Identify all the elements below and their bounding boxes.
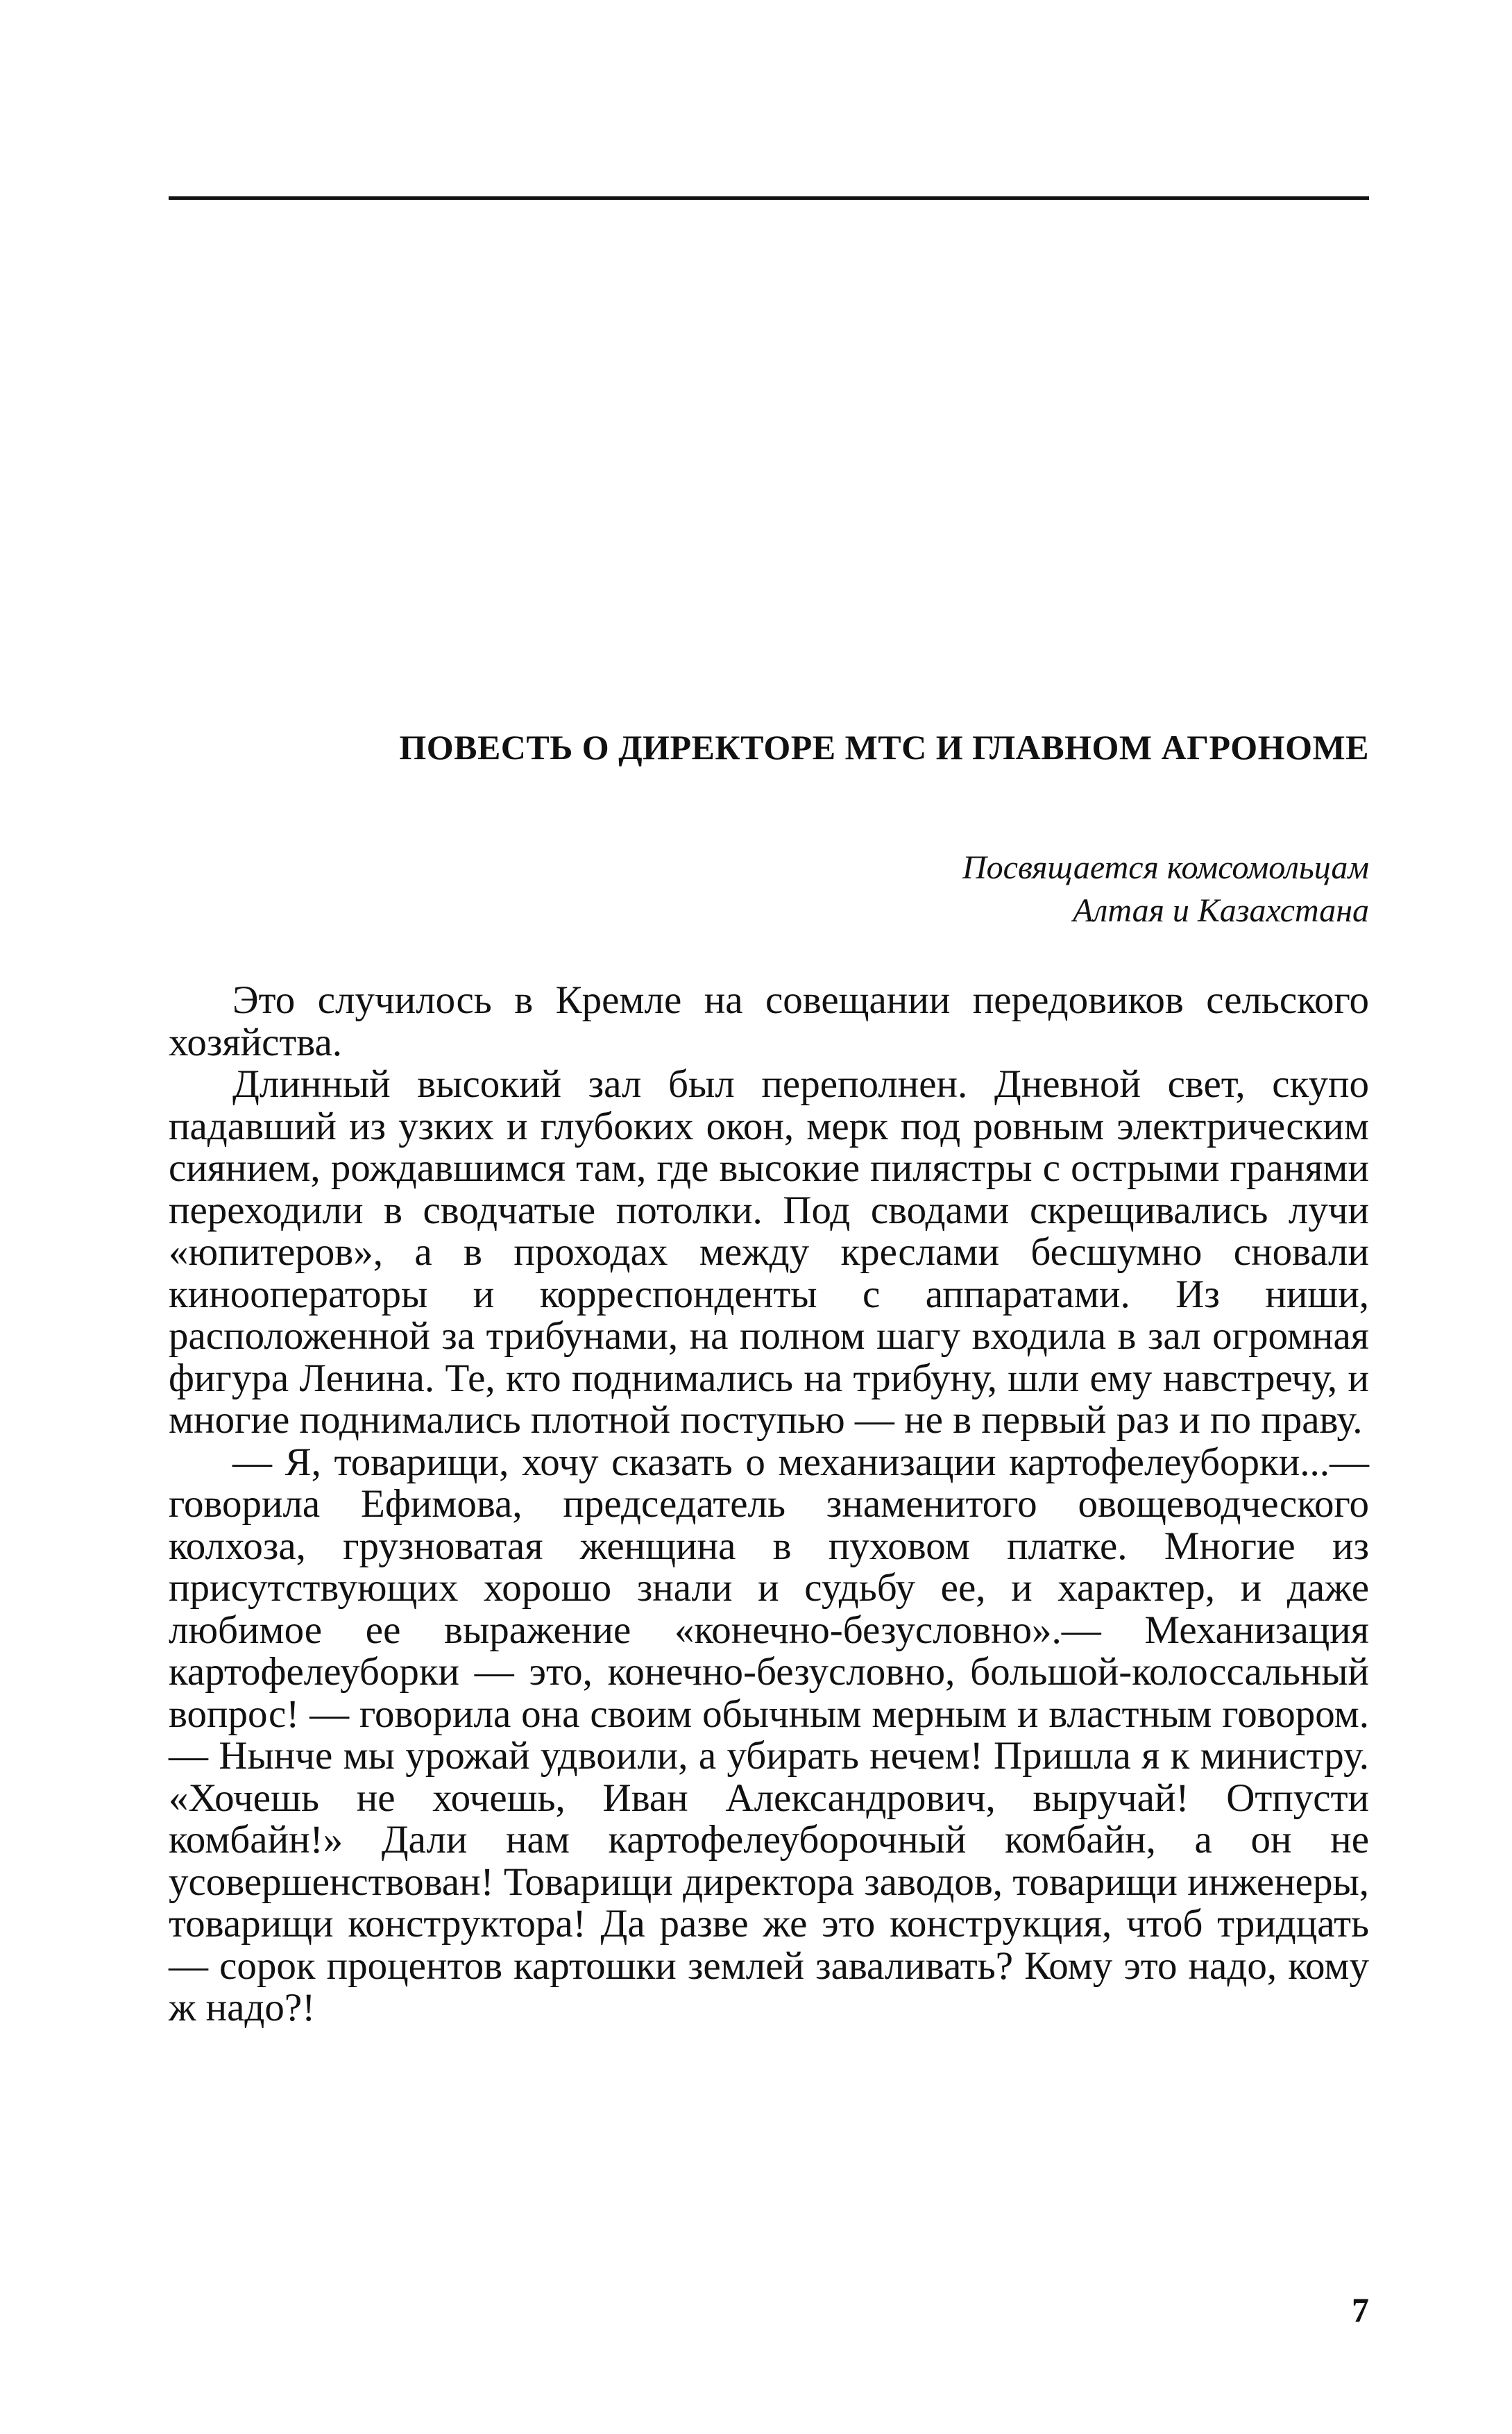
paragraph-3: — Я, товарищи, хочу сказать о механизации картофелеуборки...— говорила Ефимова, председатель знаменитого овощеводческого колхоза, грузноватая женщина в пуховом платке. Многие из присутствующих хорошо знали и судьбу ее, и характер, и даже любимое ее выражение «конечно-безусловно».— Механизация картофелеуборки — это, конечно-безусловно, большой-колоссальный вопрос! — говорила она своим обычным мерным и властным говором.— Нынче мы урожай удвоили, а убирать нечем! Пришла я к министру. «Хочешь не хочешь, Иван Александрович, выручай! Отпусти комбайн!» Дали нам картофелеуборочный комбайн, а он не усовершенствован! Товарищи директора заводов, товарищи инженеры, товарищи конструктора! Да разве же это конструкция, чтоб тридцать — сорок процентов картошки землей заваливать? Кому это надо, кому ж надо?! bbox=[169, 1440, 1369, 2029]
header-rule bbox=[169, 196, 1369, 200]
paragraph-2: Длинный высокий зал был переполнен. Дневной свет, скупо падавший из узких и глубоких окон, мерк под ровным электрическим сиянием, рождавшимся там, где высокие пилястры с острыми гранями переходили в сводчатые потолки. Под сводами скрещивались лучи «юпитеров», а в проходах между креслами бесшумно сновали кинооператоры и корреспонденты с аппаратами. Из ниши, расположенной за трибунами, на полном шагу входила в зал огромная фигура Ленина. Те, кто поднимались на трибуну, шли ему навстречу, и многие поднимались плотной поступью — не в первый раз и по праву. bbox=[169, 1062, 1369, 1442]
dedication bbox=[763, 846, 1369, 933]
paragraph-1: Это случилось в Кремле на совещании передовиков сельского хозяйства. bbox=[169, 978, 1369, 1064]
dedication-line-1: Посвящается комсомольцам bbox=[962, 849, 1369, 886]
chapter-title: ПОВЕСТЬ О ДИРЕКТОРЕ МТС И ГЛАВНОМ АГРОНОМЕ bbox=[399, 728, 1369, 767]
page-number: 7 bbox=[1352, 2290, 1369, 2329]
body-text bbox=[169, 980, 1369, 2029]
dedication-line-2: Алтая и Казахстана bbox=[1073, 892, 1369, 929]
